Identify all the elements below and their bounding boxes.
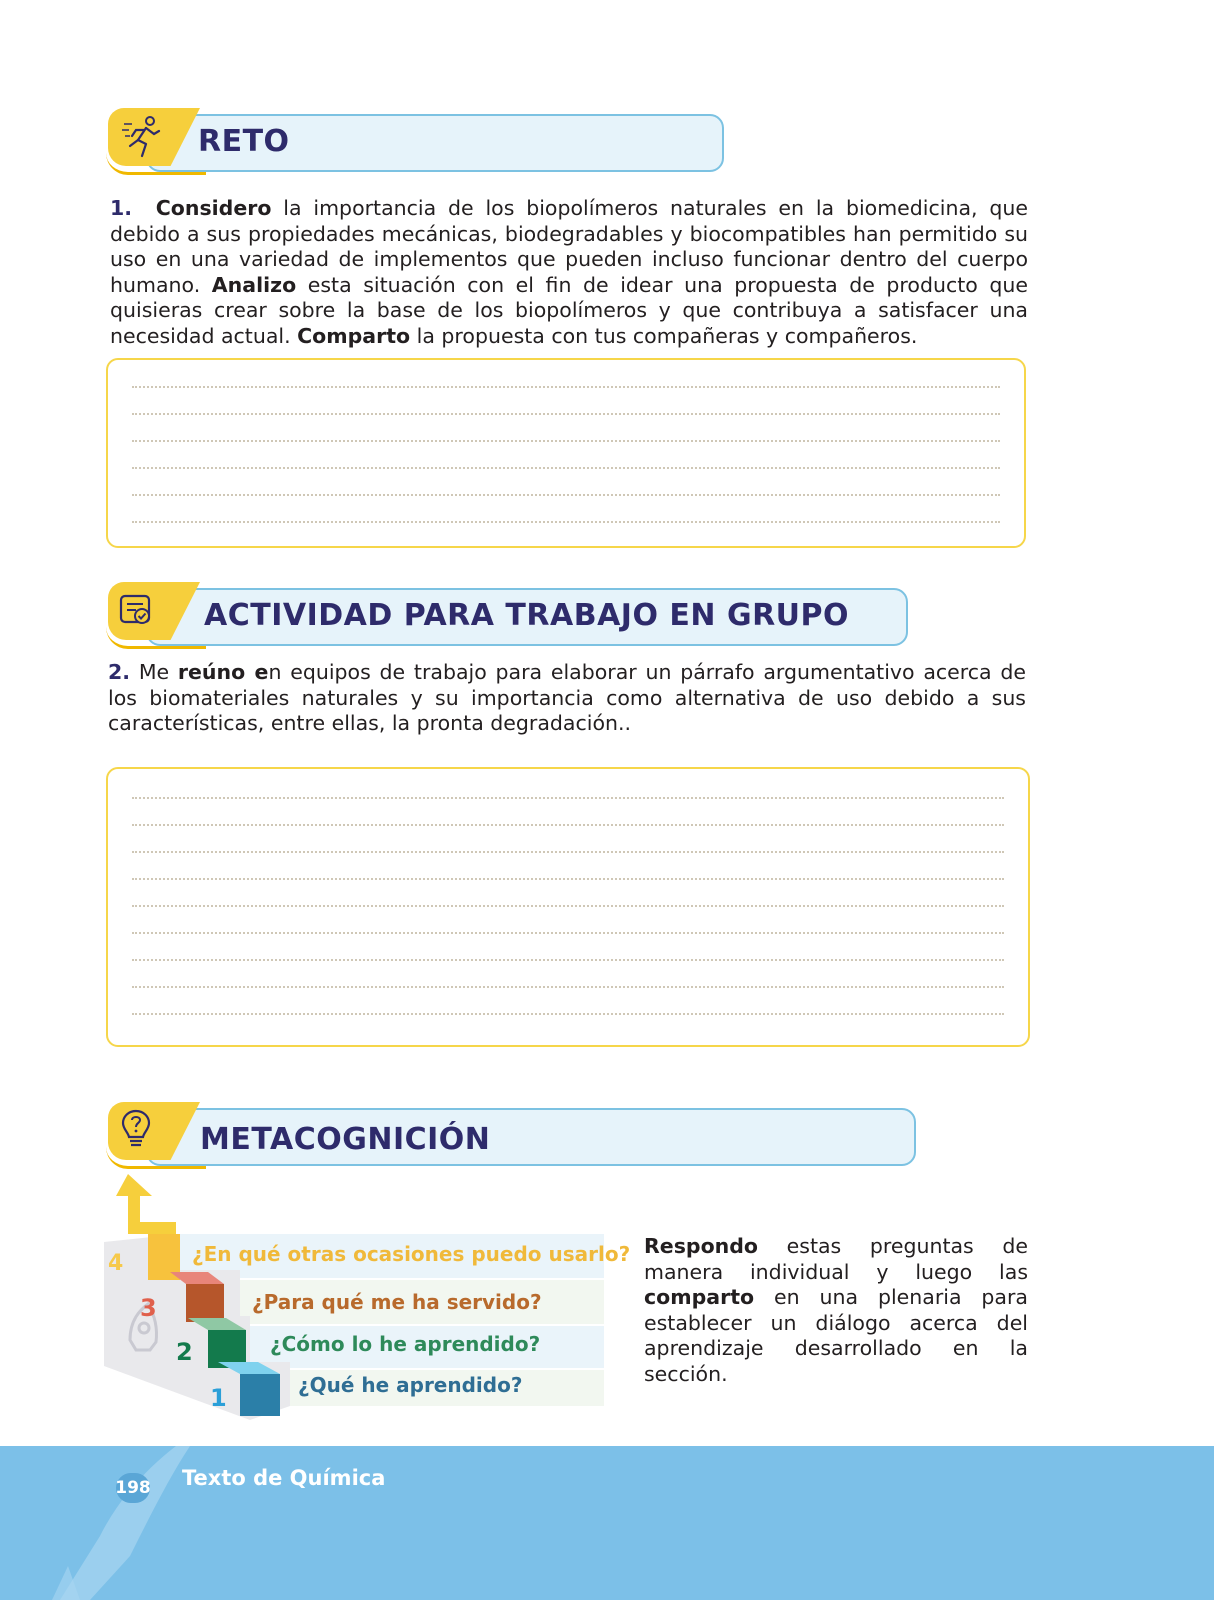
checklist-icon xyxy=(118,592,154,628)
answer-line xyxy=(132,986,1004,988)
step-question-4: ¿En qué otras ocasiones puedo usarlo? xyxy=(192,1242,631,1266)
answer-line xyxy=(132,413,1000,415)
meta-title: METACOGNICIÓN xyxy=(200,1122,491,1157)
answer-line xyxy=(132,386,1000,388)
reto-paragraph xyxy=(110,196,1028,349)
grupo-text-0: Me xyxy=(130,660,178,684)
grupo-answer-box[interactable] xyxy=(106,767,1030,1047)
lightbulb-question-icon xyxy=(120,1108,152,1150)
reto-verb-considero: Considero xyxy=(155,196,272,220)
reto-title: RETO xyxy=(198,124,290,159)
answer-line xyxy=(132,521,1000,523)
answer-line xyxy=(132,824,1004,826)
reto-header xyxy=(106,108,726,174)
answer-line xyxy=(132,851,1004,853)
reto-answer-box[interactable] xyxy=(106,358,1026,548)
grupo-paragraph xyxy=(108,660,1026,737)
step-number-1: 1 xyxy=(210,1384,227,1412)
step-number-3: 3 xyxy=(140,1294,157,1322)
footer-book-title: Texto de Química xyxy=(182,1466,386,1490)
answer-line xyxy=(132,905,1004,907)
reto-verb-comparto: Comparto xyxy=(297,323,411,348)
grupo-title: ACTIVIDAD PARA TRABAJO EN GRUPO xyxy=(204,598,850,633)
answer-line xyxy=(132,494,1000,496)
answer-line xyxy=(132,878,1004,880)
meta-text-1: estas preguntas de manera individual y luego las xyxy=(644,1234,1028,1284)
meta-verb-comparto: comparto xyxy=(644,1285,755,1309)
meta-paragraph xyxy=(644,1234,1028,1387)
step-question-1: ¿Qué he aprendido? xyxy=(298,1373,523,1397)
grupo-number: 2. xyxy=(108,660,131,684)
answer-line xyxy=(132,1013,1004,1015)
page-number: 198 xyxy=(116,1473,150,1503)
rocket-icon xyxy=(40,1446,190,1600)
answer-line xyxy=(132,440,1000,442)
meta-verb-respondo: Respondo xyxy=(644,1234,759,1258)
step-number-4: 4 xyxy=(108,1251,124,1276)
grupo-header xyxy=(106,582,910,648)
reto-number: 1. xyxy=(110,196,133,220)
running-person-icon xyxy=(122,114,162,160)
reto-text-3: la propuesta con tus compañeras y compañeros. xyxy=(410,323,918,348)
grupo-verb-reuno: reúno e xyxy=(177,660,269,684)
step-question-2: ¿Cómo lo he aprendido? xyxy=(270,1332,541,1356)
meta-text-2: en una plenaria para establecer un diálogo acerca del aprendizaje desarrollado en la sección. xyxy=(644,1285,1028,1386)
reto-text-2: esta situación con el fin de idear una propuesta de producto que quisieras crear sobre la base de los biopolímeros y que contribuya a satisfacer una necesidad actual. xyxy=(110,272,1029,348)
answer-line xyxy=(132,467,1000,469)
answer-line xyxy=(132,797,1004,799)
step-number-2: 2 xyxy=(176,1338,193,1366)
reto-text-1: la importancia de los biopolímeros naturales en la biomedicina, que debido a sus propiedades mecánicas, biodegradables y biocompatibles han permitido su uso en una variedad de implementos que pueden incluso funcionar dentro del cuerpo humano. xyxy=(110,196,1028,297)
meta-header xyxy=(106,1102,918,1168)
reto-verb-analizo: Analizo xyxy=(211,272,297,297)
step-question-3: ¿Para qué me ha servido? xyxy=(252,1290,542,1314)
answer-line xyxy=(132,959,1004,961)
answer-line xyxy=(132,932,1004,934)
grupo-text-1: n equipos de trabajo para elaborar un párrafo argumentativo acerca de los biomateriales naturales y su importancia como alternativa de uso debido a sus características, entre ellas, la pronta degradación.. xyxy=(108,660,1026,735)
